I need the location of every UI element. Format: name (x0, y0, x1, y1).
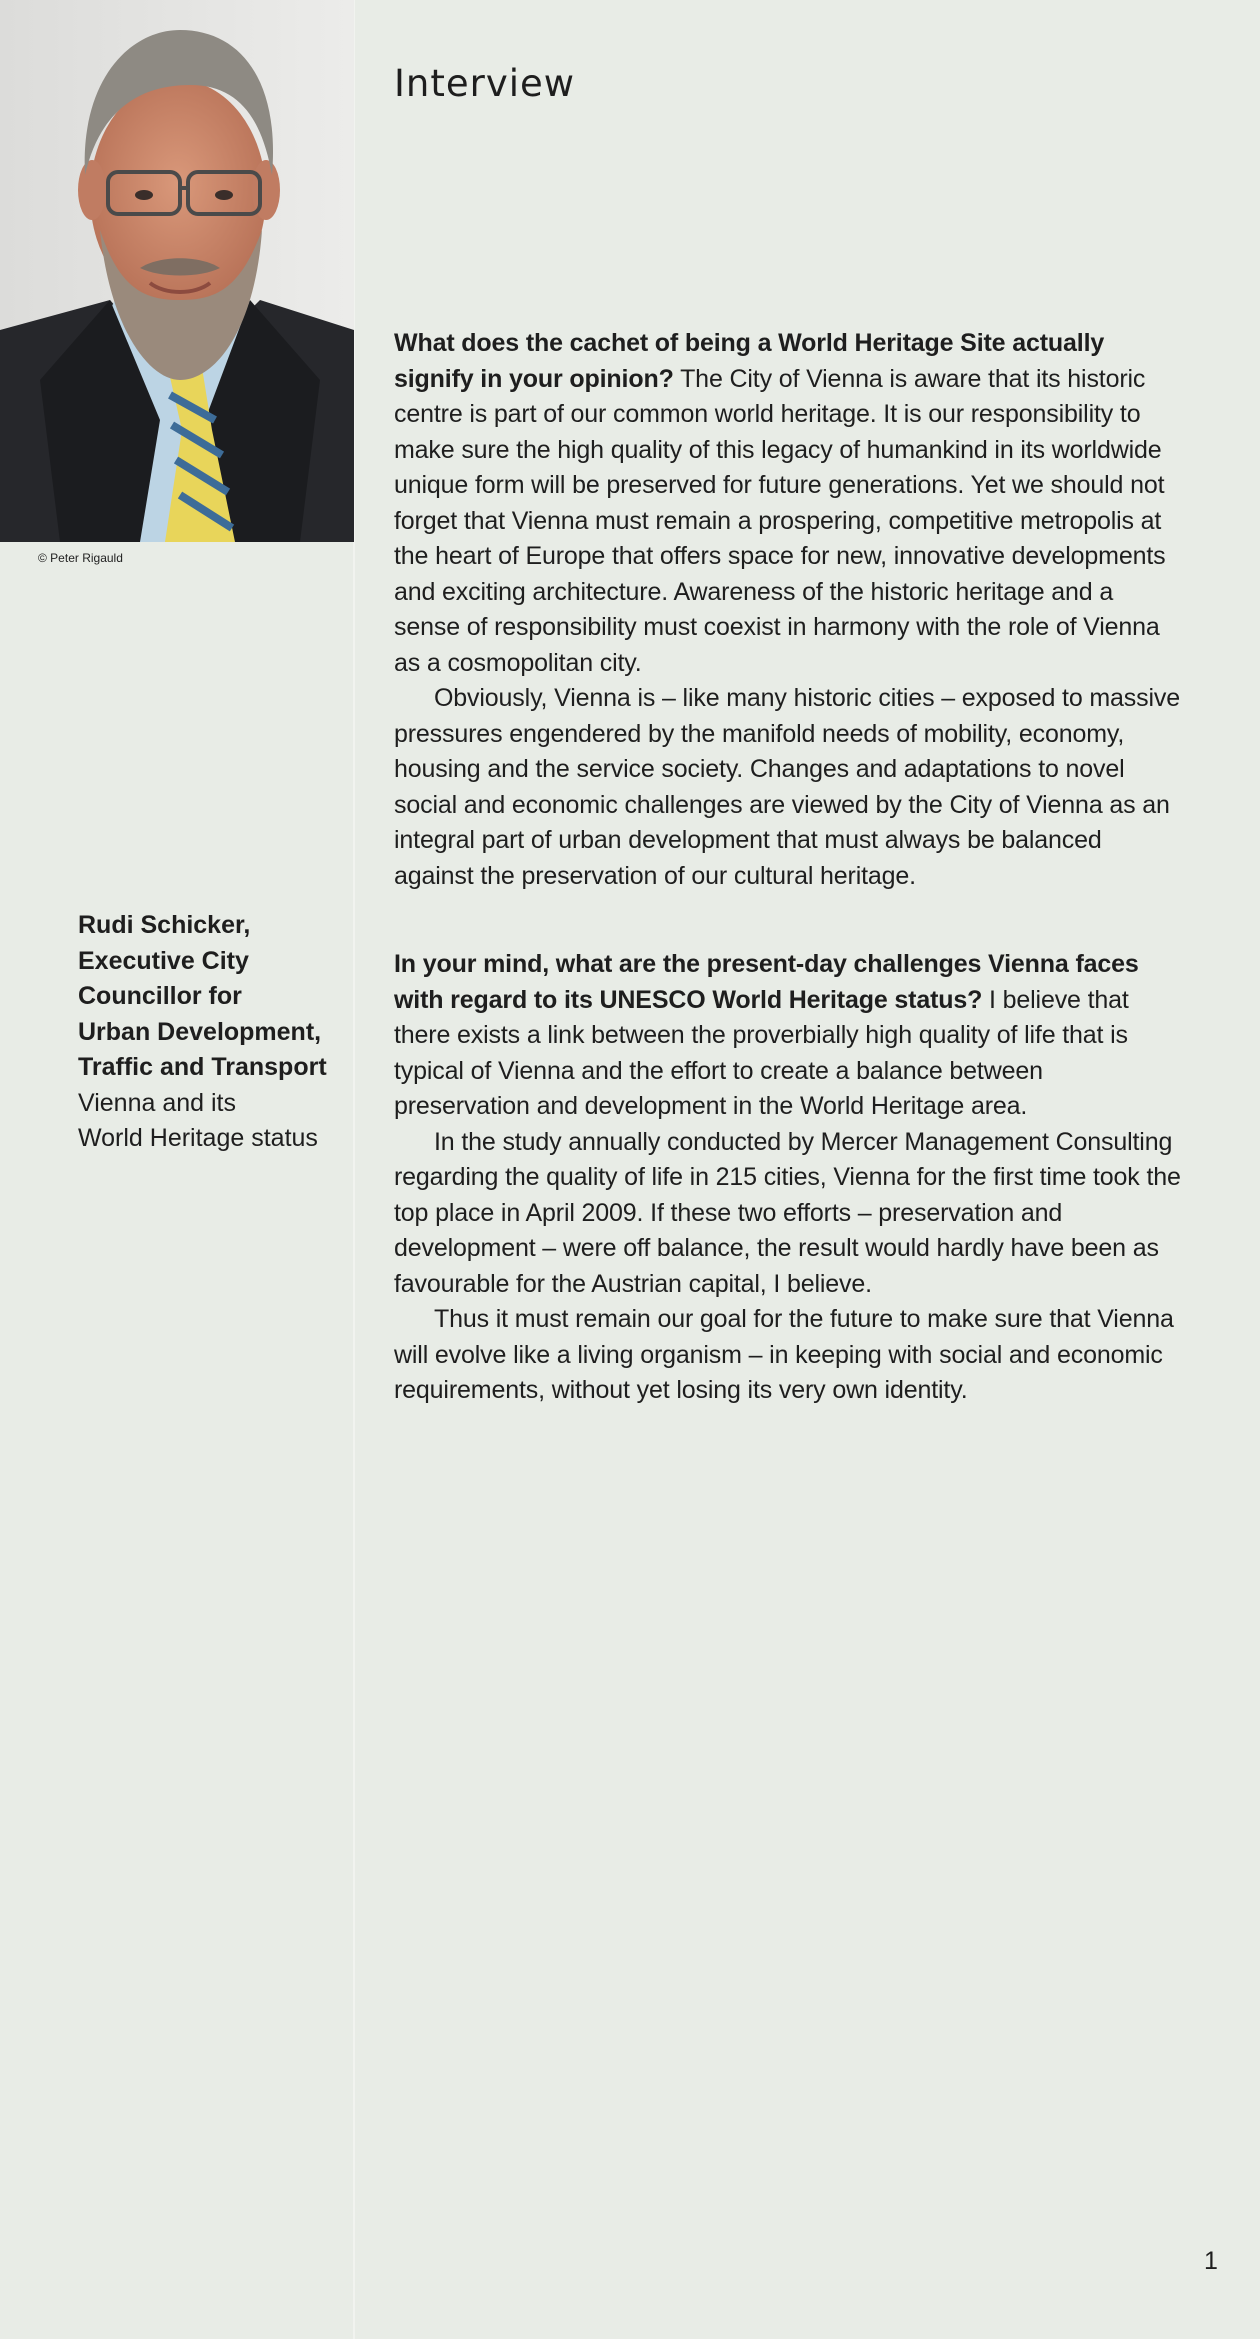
interviewee-profile (78, 908, 350, 1157)
profile-topic-line: Vienna and its (78, 1088, 236, 1117)
paragraph: In the study annually conducted by Mercer Management Consulting regarding the quality of life in 215 cities, Vienna for the first time took the top place in April 2009. If these two efforts – preservation and development – were off balance, the result would hardly have been as favourable for the Austrian capital, I believe. (394, 1127, 1181, 1298)
interview-section-2 (394, 947, 1184, 1409)
portrait-photo (0, 0, 354, 542)
page-title: Interview (394, 62, 576, 105)
paragraph: Obviously, Vienna is – like many historic cities – exposed to massive pressures engendered by the manifold needs of mobility, economy, housing and the service society. Changes and adaptations to novel social and economic challenges are viewed by the City of Vienna as an integral part of urban development that must always be balanced against the preservation of our cultural heritage. (394, 684, 1181, 890)
profile-name-line: Executive City (78, 946, 249, 975)
profile-name-line: Urban Development, (78, 1017, 322, 1046)
portrait-illustration (0, 0, 354, 542)
paragraph: Thus it must remain our goal for the future to make sure that Vienna will evolve like a living organism – in keeping with social and economic requirements, without yet losing its very own identity. (394, 1305, 1174, 1404)
page-number: 1 (1204, 2247, 1218, 2275)
question: What does the cachet of being a World Heritage Site actually signify in your opinion? (394, 329, 1105, 393)
profile-name-line: Councillor for (78, 982, 242, 1010)
profile-name-line: Traffic and Transport (78, 1053, 327, 1081)
answer: The City of Vienna is aware that its historic centre is part of our common world heritage. It is our responsibility to make sure the high quality of this legacy of humankind in its worldwide unique form will be preserved for future generations. Yet we should not forget that Vienna must remain a prospering, competitive metropolis at the heart of Europe that offers space for new, innovative developments and exciting architecture. Awareness of the historic heritage and a sense of responsibility must coexist in harmony with the role of Vienna as a cosmopolitan city. (394, 364, 1166, 677)
profile-name-line: Rudi Schicker, (78, 911, 251, 939)
question: In your mind, what are the present-day challenges Vienna faces with regard to its UNESCO World Heritage status? (394, 950, 1139, 1014)
paragraph (394, 947, 1184, 1125)
profile-topic-line: World Heritage status (78, 1124, 318, 1152)
answer: I believe that there exists a link between the proverbially high quality of life that is typical of Vienna and the effort to create a balance between preservation and development in the World Heritage area. (394, 985, 1129, 1120)
photo-credit: © Peter Rigauld (38, 551, 123, 565)
paragraph (394, 326, 1184, 681)
interview-section-1 (394, 326, 1184, 894)
